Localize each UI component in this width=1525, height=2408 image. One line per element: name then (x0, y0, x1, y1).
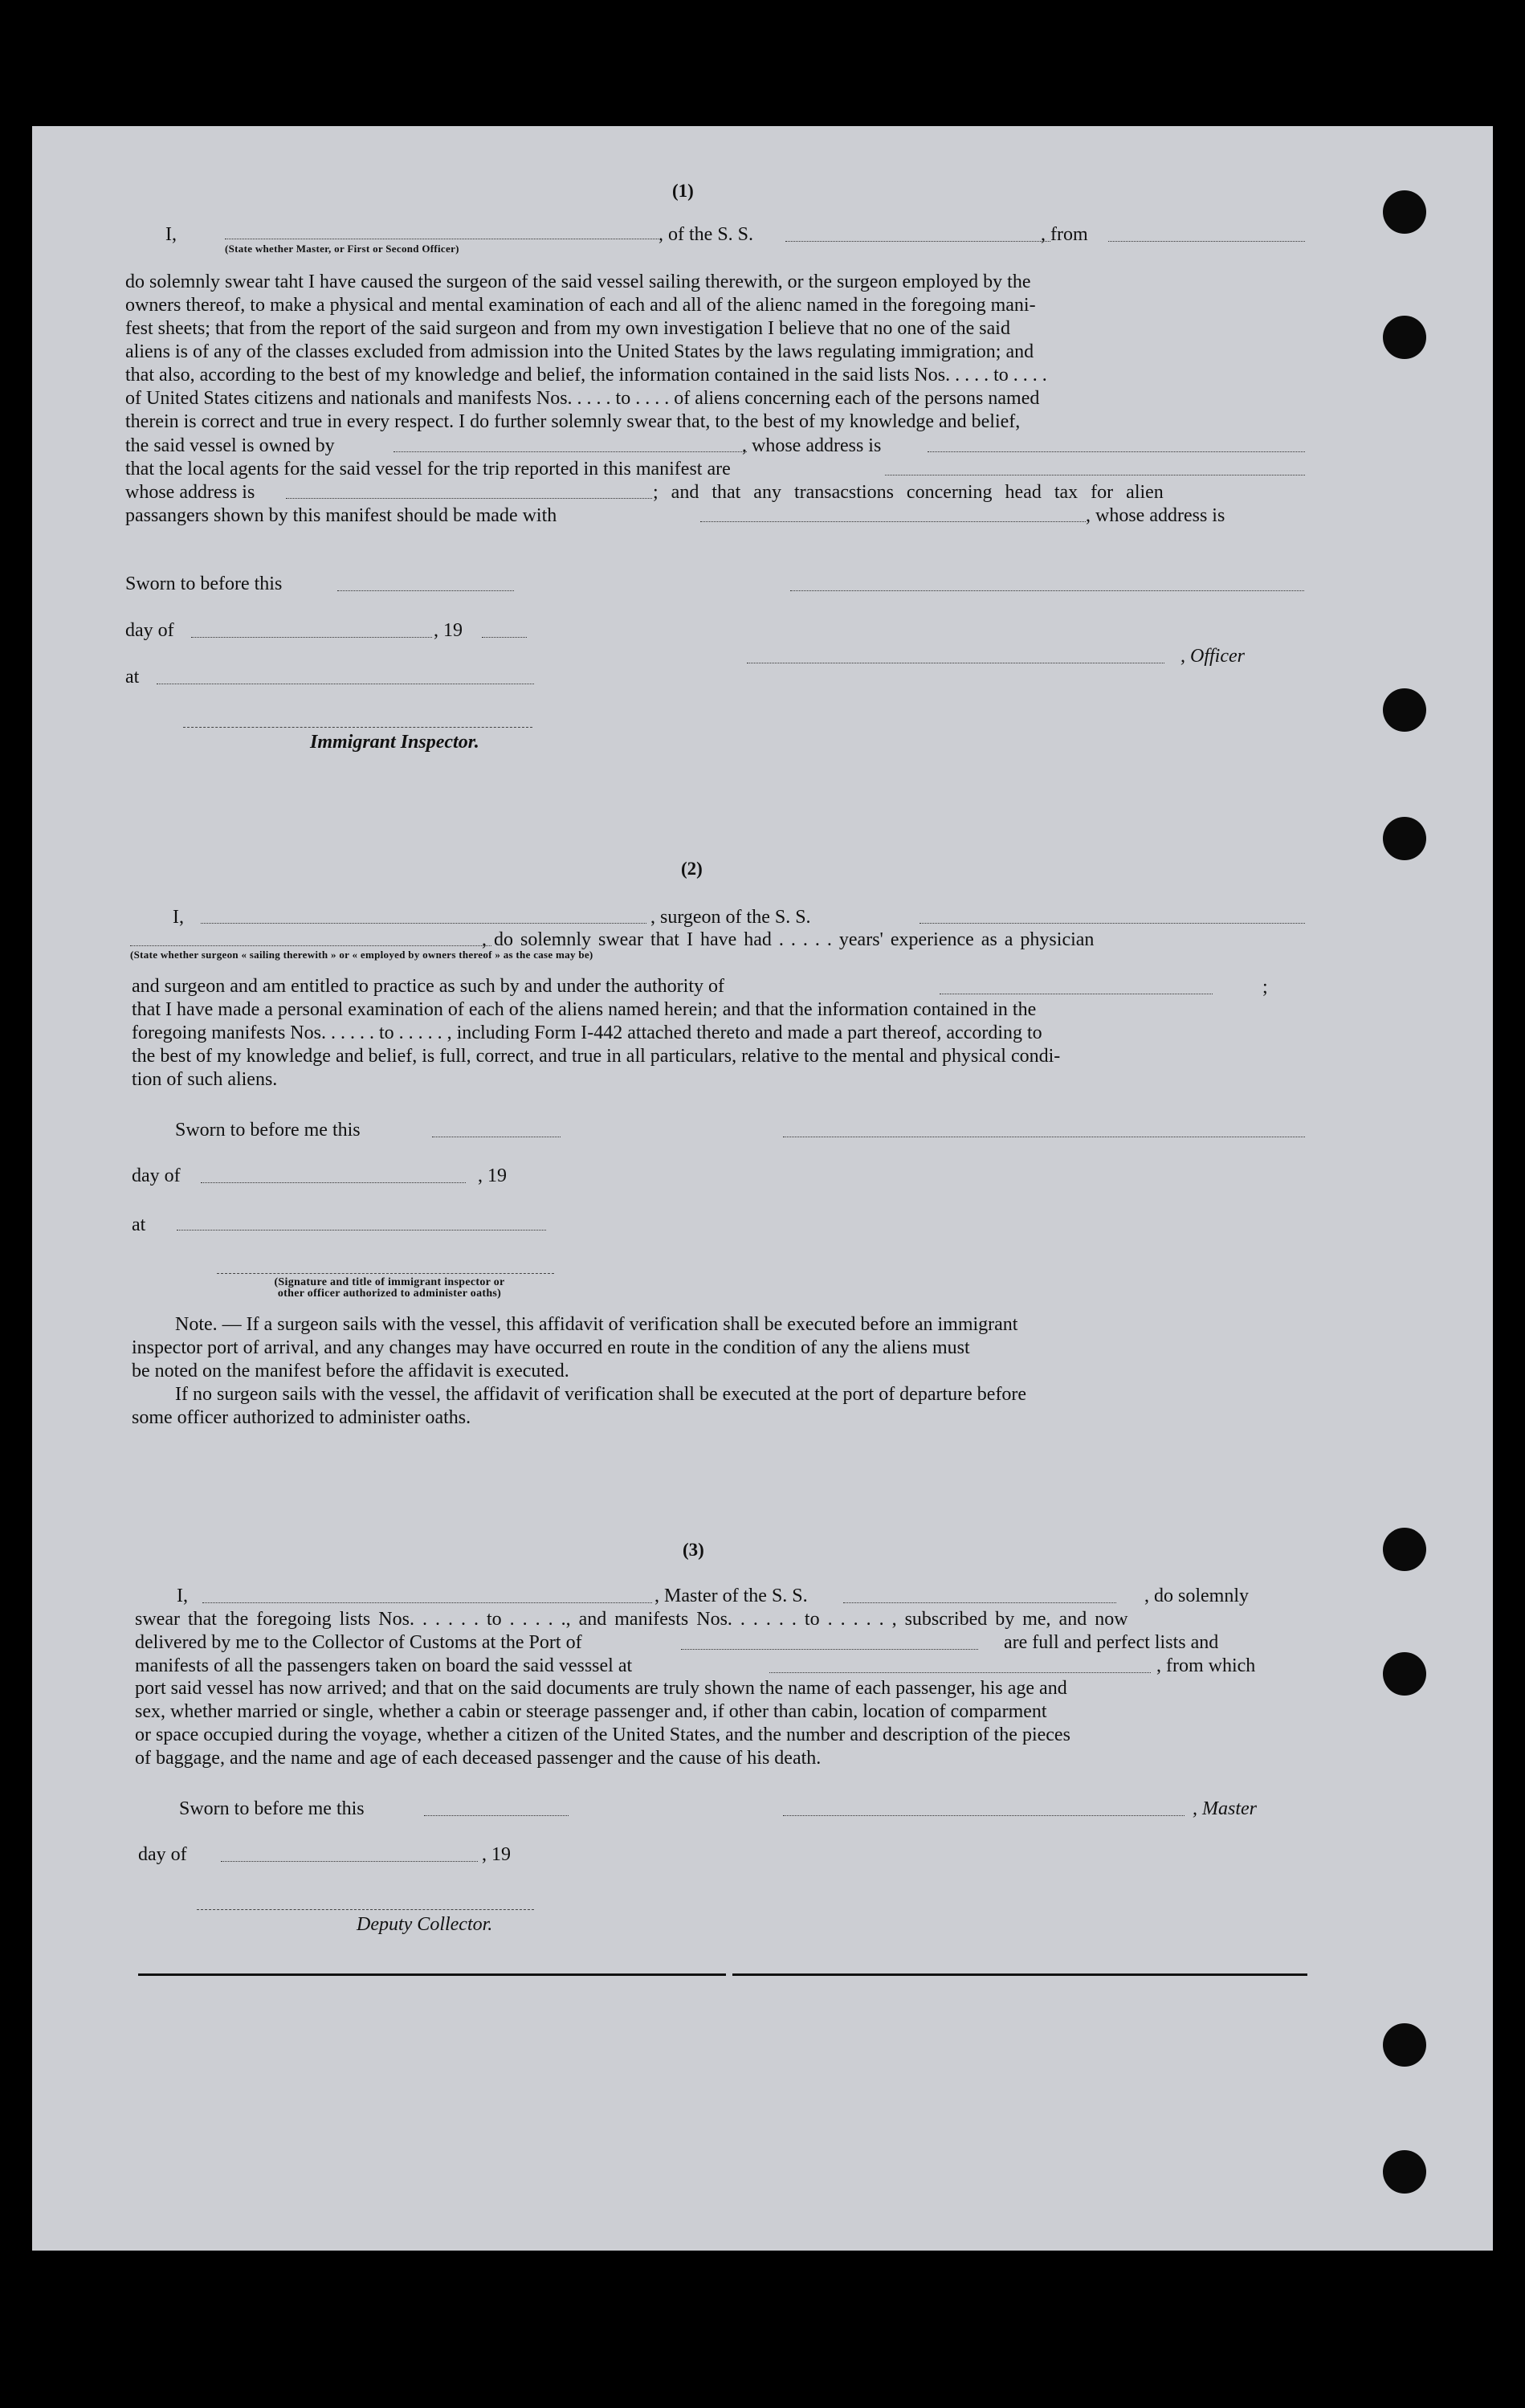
form-sheet (32, 126, 1493, 2251)
sworn-label-3: Sworn to before me this (179, 1798, 365, 1819)
from-port-field[interactable] (1108, 241, 1305, 242)
collector-signature-line[interactable] (197, 1909, 534, 1910)
section-1-number: (1) (672, 181, 694, 201)
master-signature-field[interactable] (783, 1815, 1185, 1816)
section-2-i: I, (173, 907, 184, 928)
section-1-body: do solemnly swear taht I have caused the surgeon of the said vessel sailing therewith, or the surgeon employed by the owners thereof, to make a physical and mental examination of each and all of the alienc named in the foregoing mani- fest sheets; that from the report of the said surgeon and from my own investigation I believe that no one of the said aliens is of any of the classes excluded from admission into the United States by the laws regulating immigration; and that also, according to the best of my knowledge and belief, the information contained in the said lists Nos. . . . . to . . . . of United States citizens and nationals and manifests Nos. . . . . to . . . . of aliens concerning each of the persons named therein is correct and true in every respect. I do further solemnly swear that, to the best of my knowledge and belief, (125, 271, 1047, 432)
section-1-i: I, (165, 224, 177, 245)
year-field[interactable] (482, 637, 527, 638)
customs-port-field[interactable] (681, 1649, 978, 1650)
section-1-line1 (165, 222, 177, 247)
bottom-rule-right (732, 1973, 1307, 1976)
day-of-label-3: day of (138, 1844, 187, 1865)
whose-address-label-2: whose address is (125, 482, 255, 503)
surgeon-of-ss: , surgeon of the S. S. (650, 907, 811, 928)
lists-line: swear that the foregoing lists Nos. . . . . . to . . . . ., and manifests Nos. . . . . . to . . . . . , subscribed by me, and now (135, 1609, 1128, 1630)
punch-hole (1383, 2023, 1426, 2067)
vessel-name-field-3[interactable] (843, 1602, 1116, 1603)
day-of-field-3[interactable] (221, 1861, 478, 1862)
day-of-field[interactable] (191, 637, 432, 638)
officer-rank-hint: (State whether Master, or First or Second Officer) (225, 243, 459, 255)
whose-address-label: , whose address is (742, 435, 882, 456)
deputy-collector-label: Deputy Collector. (357, 1914, 493, 1935)
section-2-body: and surgeon and am entitled to practice as such by and under the authority of that I have made a personal examination of each of the aliens named herein; and that the information contained in the foregoing manifests Nos. . . . . . to . . . . . , including Form I-442 attached thereto and made a part thereof, according to the best of my knowledge and belief, is full, correct, and true in all particulars, relative to the mental and physical condi- tion of such aliens. (132, 976, 1061, 1090)
sworn-date-field[interactable] (337, 590, 514, 591)
at-field-2[interactable] (177, 1230, 546, 1231)
punch-hole (1383, 190, 1426, 234)
semicolon: ; (1262, 977, 1268, 998)
section-3-body: port said vessel has now arrived; and that on the said documents are truly shown the name of each passenger, his age and sex, whether married or single, whether a cabin or steerage passenger and, if other than cabin, location of comparment or space occupied during the voyage, whether a citizen of the United States, and the number and description of the pieces of baggage, and the name and age of each deceased passenger and the cause of his death. (135, 1678, 1070, 1769)
punch-hole (1383, 688, 1426, 732)
whose-address-label-3: , whose address is (1086, 505, 1225, 526)
of-the-ss: , of the S. S. (659, 224, 754, 245)
taken-on-board-label: manifests of all the passengers taken on board the said vesssel at (135, 1655, 633, 1676)
at-label-2: at (132, 1214, 146, 1235)
surgeon-vessel-field[interactable] (919, 923, 1305, 924)
master-name-field[interactable] (202, 1602, 652, 1603)
day-of-label: day of (125, 620, 174, 641)
sworn-label-2: Sworn to before me this (175, 1120, 361, 1141)
sworn-date-field-3[interactable] (424, 1815, 569, 1816)
surgeon-type-hint: (State whether surgeon « sailing therewith » or « employed by owners thereof » as the case may be) (130, 949, 593, 961)
at-label: at (125, 667, 140, 688)
surgeon-name-field[interactable] (201, 923, 646, 924)
sworn-label: Sworn to before this (125, 573, 283, 594)
year-label: , 19 (434, 620, 463, 641)
section-2-number: (2) (681, 859, 703, 879)
master-label: , Master (1193, 1798, 1257, 1819)
agents-address-field[interactable] (286, 498, 652, 499)
bottom-rule-left (138, 1973, 726, 1976)
officer-signature-field[interactable] (790, 590, 1304, 591)
master-of-ss: , Master of the S. S. (654, 1586, 808, 1606)
do-solemnly: , do solemnly (1144, 1586, 1249, 1606)
surgeon-type-field[interactable] (130, 945, 491, 946)
section-3-i: I, (177, 1586, 188, 1606)
day-of-label-2: day of (132, 1165, 181, 1186)
inspector-signature-line-2[interactable] (217, 1273, 554, 1274)
section-3-number: (3) (683, 1540, 704, 1560)
immigrant-inspector-label: Immigrant Inspector. (310, 732, 479, 753)
inspector-signature-line[interactable] (183, 727, 532, 728)
sig-hint-1: (Signature and title of immigrant inspector or (274, 1276, 505, 1288)
years-experience-text: , do solemnly swear that I have had . . . . . years' experience as a physician (482, 929, 1095, 950)
from-which: , from which (1156, 1655, 1256, 1676)
owned-by-label: the said vessel is owned by (125, 435, 335, 456)
collector-port-label: delivered by me to the Collector of Customs at the Port of (135, 1632, 582, 1653)
day-of-field-2[interactable] (201, 1182, 466, 1183)
year-label-2: , 19 (478, 1165, 507, 1186)
vessel-name-field[interactable] (785, 241, 1050, 242)
full-perfect-lists: are full and perfect lists and (1004, 1632, 1219, 1653)
year-label-3: , 19 (482, 1844, 511, 1865)
from-label: , from (1041, 224, 1088, 245)
passengers-label: passangers shown by this manifest should be made with (125, 505, 557, 526)
head-tax-contact-field[interactable] (700, 521, 1086, 522)
punch-hole (1383, 316, 1426, 359)
sig-hint-2: other officer authorized to administer oaths) (277, 1288, 502, 1300)
transactions-text: ; and that any transacstions concerning head tax for alien (653, 482, 1164, 503)
punch-hole (1383, 1652, 1426, 1696)
note: Note. — If a surgeon sails with the vessel, this affidavit of verification shall be executed before an immigrant inspector port of arrival, and any changes may have occurred en route in the condition of any the aliens must be noted on the manifest before the affidavit is executed. If no surgeon sails with the vessel, the affidavit of verification shall be executed at the port of departure before some officer authorized to administer oaths. (132, 1314, 1027, 1428)
punch-hole (1383, 817, 1426, 860)
punch-hole (1383, 2150, 1426, 2194)
owner-address-field[interactable] (928, 451, 1305, 452)
punch-hole (1383, 1528, 1426, 1571)
officer-label: , Officer (1180, 646, 1245, 667)
boarding-port-field[interactable] (769, 1672, 1151, 1673)
local-agents-label: that the local agents for the said vessel for the trip reported in this manifest are (125, 459, 731, 480)
owner-field[interactable] (393, 451, 747, 452)
